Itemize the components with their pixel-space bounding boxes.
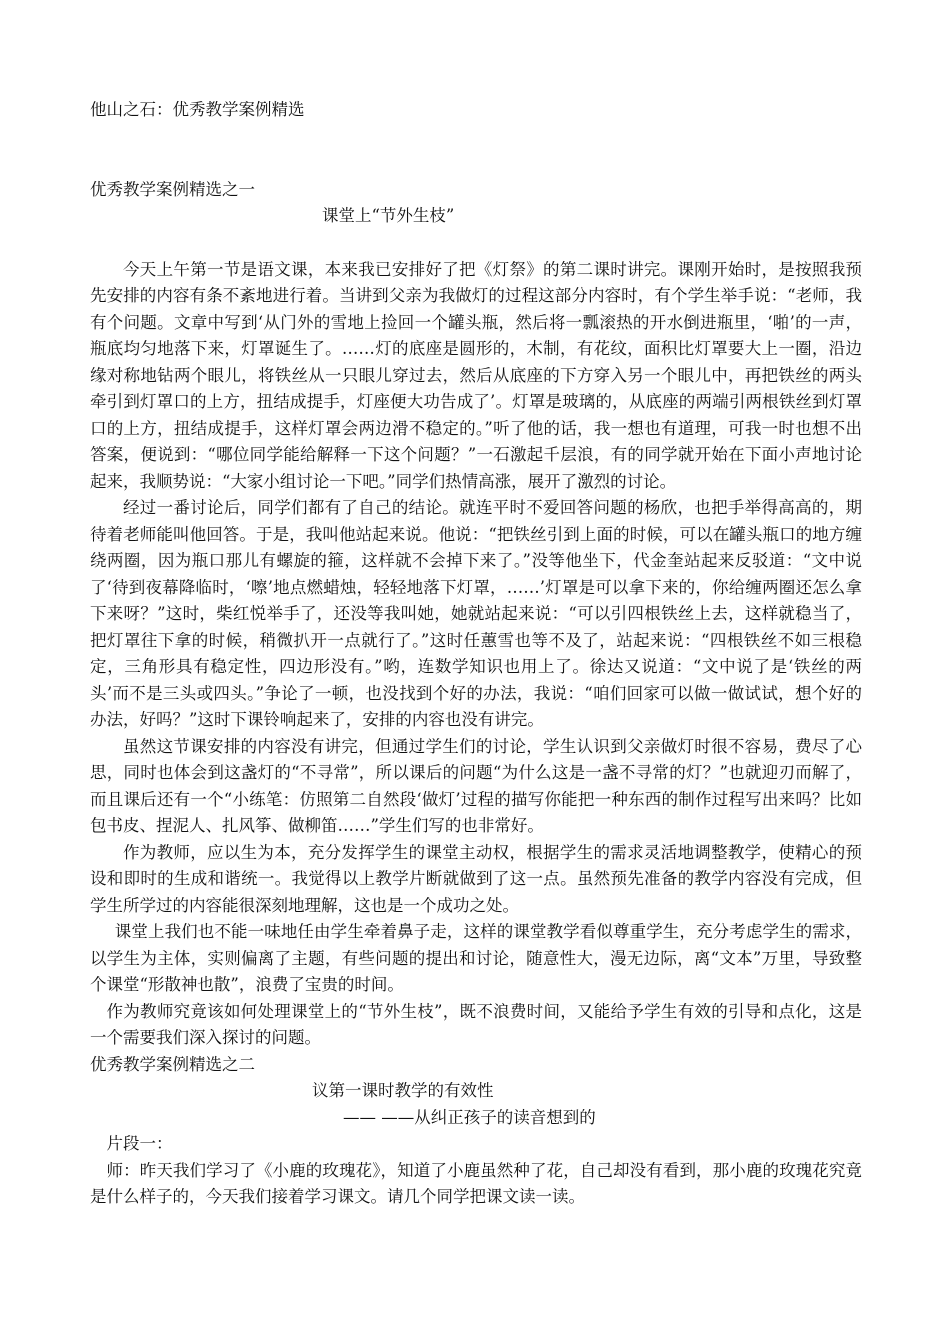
fragment-label: 片段一： xyxy=(106,1134,173,1153)
section-label: 优秀教学案例精选之二 xyxy=(90,1054,255,1074)
section-subtitle: —— ——从纠正孩子的读音想到的 xyxy=(343,1107,596,1127)
paragraph: 今天上午第一节是语文课，本来我已安排好了把《灯祭》的第二课时讲完。课刚开始时，是按照我预先安排的内容有条不紊地进行着。当讲到父亲为我做灯的过程这部分内容时，有个学生举手说：“老师，我有个问题。文章中写到‘从门外的雪地上捡回一个罐头瓶，然后将一瓢滚热的开水倒进瓶里，‘啪’的一声，瓶底均匀地落下来，灯罩诞生了。……灯的底座是圆形的，木制，有花纹，面积比灯罩要大上一圈，沿边缘对称地钻两个眼儿，将铁丝从一只眼儿穿过去，然后从底座的下方穿入另一个眼儿中，再把铁丝的两头牵引到灯罩口的上方，扭结成提手，灯座便大功告成了’。灯罩是玻璃的，从底座的两端引两根铁丝到灯罩口的上方，扭结成提手，这样灯罩会两边滑不稳定的。”听了他的话，我一想也有道理，可我一时也想不出答案，便说到：“哪位同学能给解释一下这个问题？”一石激起千层浪，有的同学就开始在下面小声地讨论起来，我顺势说：“大家小组讨论一下吧。”同学们热情高涨，展开了激烈的讨论。 xyxy=(90,259,862,491)
paragraph: 作为教师，应以生为本，充分发挥学生的课堂主动权，根据学生的需求灵活地调整教学，使精心的预设和即时的生成和谐统一。我觉得以上教学片断就做到了这一点。虽然预先准备的教学内容没有完成，但学生所学过的内容能很深刻地理解，这也是一个成功之处。 xyxy=(90,842,862,915)
section-title: 课堂上“节外生枝” xyxy=(322,206,455,225)
spacer xyxy=(90,150,862,177)
section-label: 优秀教学案例精选之一 xyxy=(90,179,255,199)
paragraph: 师：昨天我们学习了《小鹿的玫瑰花》，知道了小鹿虽然种了花，自己却没有看到，那小鹿的玫瑰花究竟是什么样子的，今天我们接着学习课文。请几个同学把课文读一读。 xyxy=(90,1160,862,1206)
paragraph: 作为教师究竟该如何处理课堂上的“节外生枝”，既不浪费时间，又能给予学生有效的引导和点化，这是一个需要我们深入探讨的问题。 xyxy=(90,1001,862,1047)
paragraph: 经过一番讨论后，同学们都有了自己的结论。就连平时不爱回答问题的杨欣，也把手举得高高的，期待着老师能叫他回答。于是，我叫他站起来说。他说：“把铁丝引到上面的时候，可以在罐头瓶口的地方缠绕两圈，因为瓶口那儿有螺旋的箍，这样就不会掉下来了。”没等他坐下，代金奎站起来反驳道：“文中说了‘待到夜幕降临时，‘嚓’地点燃蜡烛，轻轻地落下灯罩，……’灯罩是可以拿下来的，你给缠两圈还怎么拿下来呀？”这时，柴红悦举手了，还没等我叫她，她就站起来说：“可以引四根铁丝上去，这样就稳当了，把灯罩往下拿的时候，稍微扒开一点就行了。”这时任蕙雪也等不及了，站起来说：“四根铁丝不如三根稳定，三角形具有稳定性，四边形没有。”哟，连数学知识也用上了。徐达又说道：“文中说了是‘铁丝的两头’而不是三头或四头。”争论了一顿，也没找到个好的办法，我说：“咱们回家可以做一做试试，想个好的办法，好吗？”这时下课铃响起来了，安排的内容也没有讲完。 xyxy=(90,498,862,729)
paragraph: 课堂上我们也不能一味地任由学生牵着鼻子走，这样的课堂教学看似尊重学生，充分考虑学生的需求，以学生为主体，实则偏离了主题，有些问题的提出和讨论，随意性大，漫无边际，离“文本”万里，导致整个课堂“形散神也散”，浪费了宝贵的时间。 xyxy=(90,922,862,994)
paragraph: 虽然这节课安排的内容没有讲完，但通过学生们的讨论，学生认识到父亲做灯时很不容易，费尽了心思，同时也体会到这盏灯的“不寻常”，所以课后的问题“为什么这是一盏不寻常的灯？”也就迎刃而解了，而且课后还有一个“小练笔：仿照第二自然段‘做灯’过程的描写你能把一种东西的制作过程写出来吗？比如包书皮、捏泥人、扎风筝、做柳笛……”学生们写的也非常好。 xyxy=(90,736,862,835)
document-title: 他山之石：优秀教学案例精选 xyxy=(90,100,305,119)
spacer xyxy=(90,230,862,257)
spacer xyxy=(90,124,862,150)
section-title: 议第一课时教学的有效性 xyxy=(312,1081,494,1100)
document-page xyxy=(90,97,862,1211)
